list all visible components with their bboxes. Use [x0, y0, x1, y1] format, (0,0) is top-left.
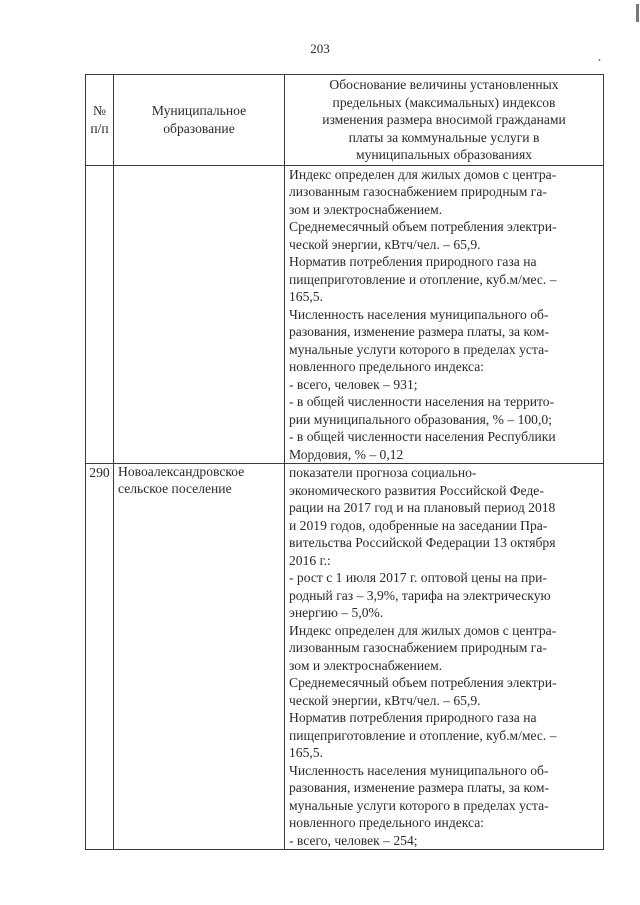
table-header-row — [86, 75, 604, 166]
header-number: № п/п — [86, 75, 114, 166]
justification-paragraph: показатели прогноза социально- экономического развития Российской Феде- рации на 2017 год и на плановый период 2018 и 2019 годов, одобренные на заседании Пра- вительства Российской Федерации 13 октября 2016 г.: — [289, 465, 556, 568]
justification-paragraph: Норматив потребления природного газа на пищеприготовление и отопление, куб.м/мес. – 165,5. — [289, 254, 557, 304]
justification-paragraph: Среднемесячный объем потребления электри- ческой энергии, кВтч/чел. – 65,9. — [289, 675, 557, 708]
scan-speck: • — [598, 56, 601, 65]
justification-paragraph: - рост с 1 июля 2017 г. оптовой цены на при- родный газ – 3,9%, тарифа на электрическую энергию – 5,0%. — [289, 570, 551, 620]
table-row — [86, 464, 604, 850]
row-number — [86, 165, 114, 464]
justification-paragraph: Среднемесячный объем потребления электри- ческой энергии, кВтч/чел. – 65,9. — [289, 219, 557, 252]
justification-paragraph: - всего, человек – 931; — [289, 376, 418, 392]
justification-paragraph: Индекс определен для жилых домов с центра- лизованным газоснабжением природным га- зом и электроснабжением. — [289, 622, 557, 673]
justification-paragraph: - всего, человек – 254; — [289, 832, 418, 848]
row-municipality — [114, 165, 285, 464]
justification-paragraph: - в общей численности населения Республики Мордовия, % – 0,12 — [289, 429, 556, 462]
row-municipality: Новоалександровское сельское поселение — [114, 464, 285, 850]
row-number: 290 — [86, 464, 114, 850]
municipal-index-table — [85, 74, 604, 850]
page-number: 203 — [310, 41, 330, 56]
scan-edge-mark — [636, 4, 639, 22]
justification-paragraph: Численность населения муниципального об- разования, изменение размера платы, за ком- мунальные услуги которого в пределах уста- новленного предельного индекса: — [289, 762, 550, 830]
justification-paragraph: Численность населения муниципального об- разования, изменение размера платы, за ком- мунальные услуги которого в пределах уста- новленного предельного индекса: — [289, 306, 550, 374]
row-justification — [285, 165, 604, 464]
table-row — [86, 165, 604, 464]
header-municipality: Муниципальное образование — [114, 75, 285, 166]
row-justification — [285, 464, 604, 850]
justification-paragraph: Индекс определен для жилых домов с центра- лизованным газоснабжением природным га- зом и электроснабжением. — [289, 166, 557, 217]
justification-paragraph: - в общей численности населения на террито- рии муниципального образования, % – 100,0; — [289, 394, 555, 427]
justification-paragraph: Норматив потребления природного газа на пищеприготовление и отопление, куб.м/мес. – 165,5. — [289, 710, 557, 760]
header-justification: Обоснование величины установленных предельных (максимальных) индексов изменения размера вносимой гражданами платы за коммунальные услуги в муниципальных образованиях — [285, 75, 604, 166]
